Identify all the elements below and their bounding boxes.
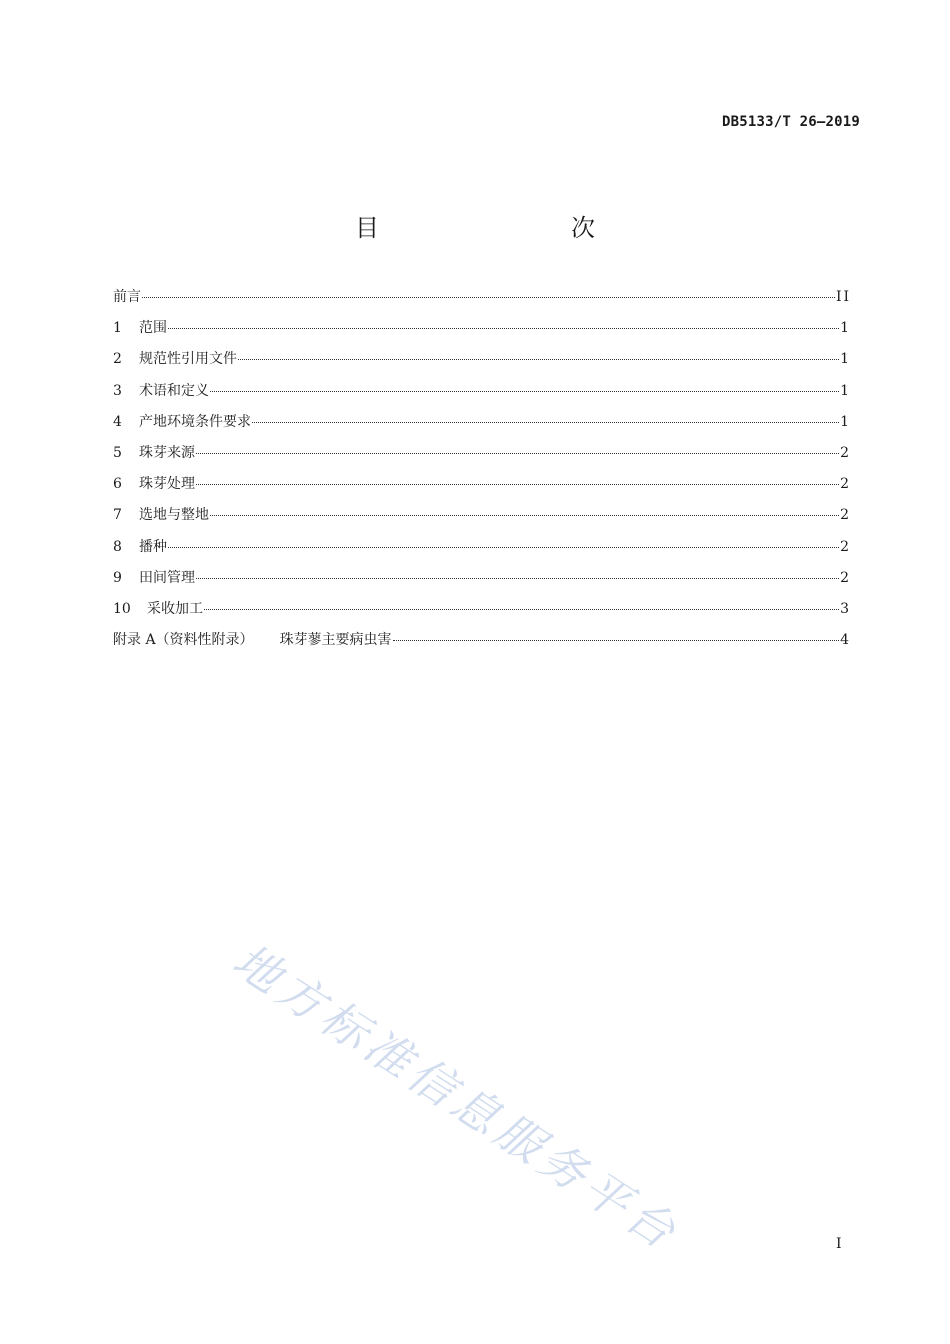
toc-entry-3[interactable] — [113, 380, 851, 411]
toc-entry-1[interactable] — [113, 317, 851, 348]
toc-leader-dots — [238, 359, 839, 360]
toc-entry-foreword[interactable] — [113, 286, 851, 317]
toc-entry-label: 播种 — [139, 538, 167, 555]
toc-entry-appendix-a[interactable] — [113, 629, 851, 660]
toc-leader-dots — [168, 328, 839, 329]
toc-entry-7[interactable] — [113, 504, 851, 535]
toc-entry-number: 8 — [113, 538, 122, 555]
toc-entry-page: 2 — [840, 538, 851, 555]
page-number: I — [836, 1236, 842, 1252]
toc-leader-dots — [168, 547, 839, 548]
toc-entry-number: 5 — [113, 444, 122, 461]
toc-entry-page: 2 — [840, 444, 851, 461]
toc-entry-page: II — [835, 289, 851, 305]
toc-entry-label: 田间管理 — [139, 569, 195, 586]
toc-entry-label: 前言 — [113, 289, 141, 305]
toc-entry-label: 规范性引用文件 — [139, 351, 237, 368]
toc-entry-number: 2 — [113, 351, 122, 368]
toc-entry-number: 10 — [113, 600, 131, 617]
toc-leader-dots — [210, 515, 839, 516]
toc-leader-dots — [142, 297, 835, 298]
toc-entry-number: 3 — [113, 382, 122, 399]
toc-leader-dots — [210, 391, 839, 392]
toc-entry-label: 选地与整地 — [139, 507, 209, 524]
toc-entry-6[interactable] — [113, 473, 851, 504]
toc-entry-page: 1 — [840, 382, 851, 399]
document-code: DB5133/T 26—2019 — [721, 114, 860, 130]
toc-leader-dots — [196, 578, 839, 579]
toc-entry-4[interactable] — [113, 411, 851, 442]
toc-entry-number: 1 — [113, 320, 122, 337]
toc-leader-dots — [196, 453, 839, 454]
toc-entry-page: 2 — [840, 507, 851, 524]
toc-entry-number: 9 — [113, 569, 122, 586]
toc-entry-2[interactable] — [113, 348, 851, 379]
toc-entry-label: 术语和定义 — [139, 382, 209, 399]
toc-entry-number: 6 — [113, 476, 122, 493]
toc-entry-label: 珠芽来源 — [139, 444, 195, 461]
toc-entry-5[interactable] — [113, 442, 851, 473]
page-title: 目 次 — [355, 214, 643, 242]
toc-entry-page: 1 — [840, 320, 851, 337]
toc-entry-page: 3 — [840, 600, 851, 617]
toc-entry-label: 珠芽处理 — [139, 476, 195, 493]
toc-entry-sublabel: 珠芽蓼主要病虫害 — [279, 632, 392, 649]
table-of-contents — [113, 286, 851, 660]
watermark: 地方标准信息服务平台 — [223, 932, 690, 1262]
toc-entry-9[interactable] — [113, 567, 851, 598]
toc-leader-dots — [204, 609, 839, 610]
toc-entry-page: 2 — [840, 476, 851, 493]
toc-entry-page: 4 — [840, 632, 851, 649]
toc-entry-page: 2 — [840, 569, 851, 586]
toc-entry-number: 7 — [113, 507, 122, 524]
toc-entry-number: 4 — [113, 413, 122, 430]
toc-entry-10[interactable] — [113, 598, 851, 629]
toc-entry-page: 1 — [840, 413, 851, 430]
toc-entry-page: 1 — [840, 351, 851, 368]
toc-leader-dots — [196, 484, 839, 485]
toc-entry-label: 采收加工 — [147, 600, 203, 617]
toc-leader-dots — [393, 640, 840, 641]
toc-entry-8[interactable] — [113, 536, 851, 567]
toc-entry-label: 范围 — [139, 320, 167, 337]
toc-leader-dots — [252, 422, 839, 423]
toc-entry-label: 产地环境条件要求 — [139, 413, 251, 430]
toc-entry-label: 附录 A（资料性附录） — [113, 632, 254, 649]
